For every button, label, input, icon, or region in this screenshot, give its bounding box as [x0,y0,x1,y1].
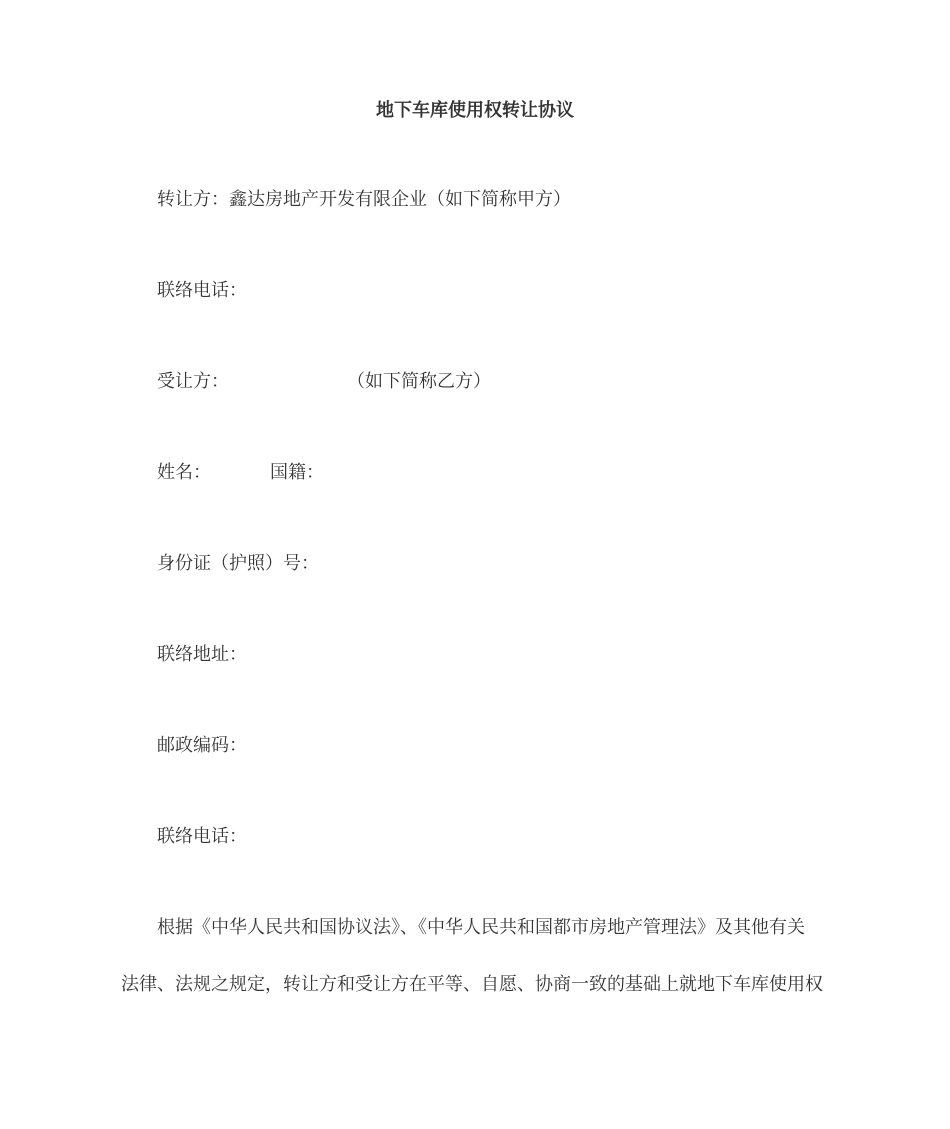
transferee-note: （如下简称乙方） [347,371,491,392]
body-paragraph-line-2: 法律、法规之规定，转让方和受让方在平等、自愿、协商一致的基础上就地下车库使用权 [121,974,823,995]
name-label: 姓名： [157,462,211,483]
address-line: 联络地址： [157,644,247,665]
postcode-line: 邮政编码： [157,735,247,756]
document-title: 地下车库使用权转让协议 [376,100,574,121]
body-paragraph-line-1: 根据《中华人民共和国协议法》、《中华人民共和国都市房地产管理法》及其他有关 [157,917,805,938]
transferee-line [157,369,491,395]
transferee-label: 受让方： [157,371,229,392]
transferee-phone-line: 联络电话： [157,826,247,847]
transferor-line: 转让方：鑫达房地产开发有限企业（如下简称甲方） [157,189,571,210]
transferor-phone-line: 联络电话： [157,280,247,301]
id-number-line: 身份证（护照）号： [157,553,319,574]
nationality-label: 国籍： [270,462,324,483]
name-nationality-line [157,460,324,486]
